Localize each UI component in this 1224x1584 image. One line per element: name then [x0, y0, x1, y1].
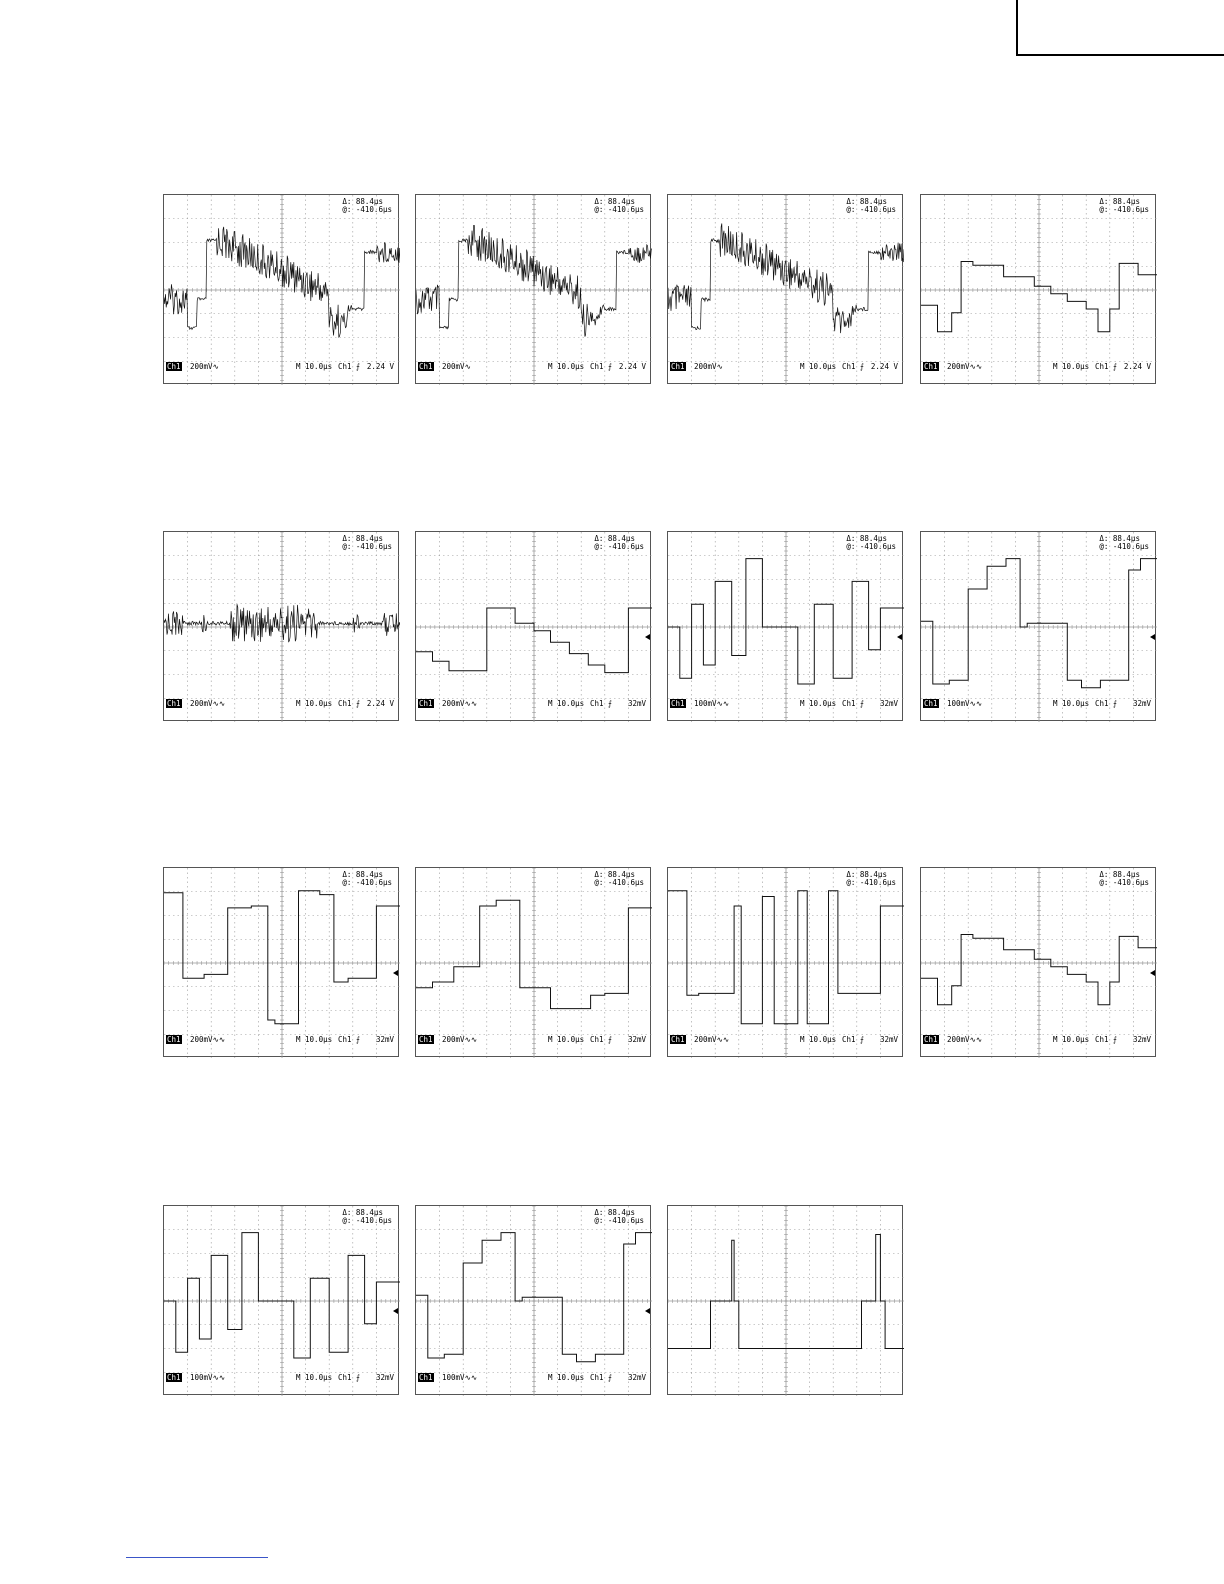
scope-panel-w1 — [163, 194, 399, 384]
scope-panel-w11 — [667, 867, 903, 1057]
trigger-source: Ch1 ⨍ — [590, 699, 612, 708]
timebase: M 10.0µs — [548, 699, 585, 708]
volts-per-div: 100mV∿∿ — [190, 1373, 226, 1382]
trigger-level: 32mV — [879, 699, 898, 708]
volts-per-div: 200mV∿ — [442, 362, 471, 371]
cursor-delta: Δ: 88.4µs — [1099, 870, 1140, 879]
waveform-trace — [416, 195, 652, 385]
timebase: M 10.0µs — [548, 362, 585, 371]
trigger-level: 2.24 V — [1123, 362, 1151, 371]
channel-label: Ch1 — [671, 699, 685, 708]
scope-panel-w13 — [163, 1205, 399, 1395]
timebase: M 10.0µs — [296, 1373, 333, 1382]
waveform-trace — [668, 868, 904, 1058]
scope-panel-w9 — [163, 867, 399, 1057]
trigger-level-marker-icon — [645, 1308, 650, 1314]
cursor-readout — [342, 871, 392, 887]
scope-panel-w15 — [667, 1205, 903, 1395]
scope-status-bar — [923, 1035, 1151, 1044]
cursor-readout — [342, 535, 392, 551]
waveform-trace — [921, 868, 1157, 1058]
channel-label: Ch1 — [924, 1035, 938, 1044]
timebase: M 10.0µs — [296, 1035, 333, 1044]
channel-label: Ch1 — [419, 1373, 433, 1382]
trigger-source: Ch1 ⨍ — [590, 1373, 612, 1382]
trigger-source: Ch1 ⨍ — [1095, 362, 1117, 371]
scope-status-bar — [418, 1373, 646, 1382]
trigger-level: 32mV — [627, 1035, 646, 1044]
timebase: M 10.0µs — [800, 699, 837, 708]
waveform-trace — [164, 195, 400, 385]
trigger-level: 32mV — [375, 1373, 394, 1382]
scope-status-bar — [670, 362, 898, 371]
cursor-readout — [846, 198, 896, 214]
scope-panel-w14 — [415, 1205, 651, 1395]
timebase: M 10.0µs — [548, 1373, 585, 1382]
cursor-delta: Δ: 88.4µs — [846, 534, 887, 543]
scope-panel-w2 — [415, 194, 651, 384]
trigger-level-marker-icon — [393, 970, 398, 976]
timebase: M 10.0µs — [296, 699, 333, 708]
cursor-position: @: -410.6µs — [1099, 542, 1149, 551]
waveform-trace — [668, 1206, 904, 1396]
scope-panel-w6 — [415, 531, 651, 721]
channel-label: Ch1 — [167, 1035, 181, 1044]
trigger-level: 2.24 V — [618, 362, 646, 371]
cursor-position: @: -410.6µs — [342, 1216, 392, 1225]
cursor-delta: Δ: 88.4µs — [342, 197, 383, 206]
cursor-delta: Δ: 88.4µs — [342, 870, 383, 879]
waveform-trace — [416, 868, 652, 1058]
volts-per-div: 200mV∿ — [190, 362, 219, 371]
volts-per-div: 100mV∿∿ — [442, 1373, 478, 1382]
scope-panel-w8 — [920, 531, 1156, 721]
cursor-position: @: -410.6µs — [846, 205, 896, 214]
cursor-delta: Δ: 88.4µs — [594, 534, 635, 543]
scope-status-bar — [166, 1373, 394, 1382]
waveform-trace — [921, 532, 1157, 722]
waveform-trace — [921, 195, 1157, 385]
trigger-source: Ch1 ⨍ — [338, 699, 360, 708]
cursor-readout — [594, 871, 644, 887]
scope-status-bar — [166, 699, 394, 708]
channel-label: Ch1 — [671, 362, 685, 371]
cursor-delta: Δ: 88.4µs — [342, 534, 383, 543]
volts-per-div: 200mV∿∿ — [190, 1035, 226, 1044]
scope-panel-w12 — [920, 867, 1156, 1057]
cursor-delta: Δ: 88.4µs — [1099, 534, 1140, 543]
volts-per-div: 100mV∿∿ — [694, 699, 730, 708]
trigger-source: Ch1 ⨍ — [842, 362, 864, 371]
bottom-rule — [126, 1557, 268, 1558]
timebase: M 10.0µs — [1053, 1035, 1090, 1044]
cursor-readout — [1099, 871, 1149, 887]
cursor-delta: Δ: 88.4µs — [594, 870, 635, 879]
trigger-source: Ch1 ⨍ — [1095, 1035, 1117, 1044]
trigger-source: Ch1 ⨍ — [1095, 699, 1117, 708]
scope-status-bar — [166, 362, 394, 371]
cursor-position: @: -410.6µs — [342, 878, 392, 887]
page-corner-box — [1016, 0, 1224, 56]
channel-label: Ch1 — [419, 1035, 433, 1044]
trigger-source: Ch1 ⨍ — [590, 362, 612, 371]
cursor-readout — [594, 198, 644, 214]
cursor-readout — [1099, 198, 1149, 214]
cursor-position: @: -410.6µs — [846, 542, 896, 551]
cursor-position: @: -410.6µs — [594, 1216, 644, 1225]
channel-label: Ch1 — [671, 1035, 685, 1044]
waveform-trace — [416, 532, 652, 722]
cursor-delta: Δ: 88.4µs — [1099, 197, 1140, 206]
cursor-readout — [846, 871, 896, 887]
volts-per-div: 200mV∿∿ — [694, 1035, 730, 1044]
volts-per-div: 200mV∿∿ — [442, 699, 478, 708]
cursor-position: @: -410.6µs — [342, 205, 392, 214]
trigger-source: Ch1 ⨍ — [338, 362, 360, 371]
trigger-level: 32mV — [627, 699, 646, 708]
timebase: M 10.0µs — [548, 1035, 585, 1044]
cursor-readout — [342, 1209, 392, 1225]
scope-status-bar — [418, 699, 646, 708]
scope-status-bar — [418, 1035, 646, 1044]
channel-label: Ch1 — [167, 1373, 181, 1382]
cursor-readout — [1099, 535, 1149, 551]
trigger-level-marker-icon — [645, 634, 650, 640]
volts-per-div: 200mV∿∿ — [190, 699, 226, 708]
volts-per-div: 200mV∿∿ — [947, 362, 983, 371]
trigger-source: Ch1 ⨍ — [338, 1373, 360, 1382]
channel-label: Ch1 — [924, 362, 938, 371]
cursor-readout — [594, 1209, 644, 1225]
cursor-position: @: -410.6µs — [594, 878, 644, 887]
waveform-trace — [668, 532, 904, 722]
waveform-trace — [164, 868, 400, 1058]
scope-panel-w10 — [415, 867, 651, 1057]
scope-panel-w4 — [920, 194, 1156, 384]
cursor-readout — [342, 198, 392, 214]
cursor-delta: Δ: 88.4µs — [594, 197, 635, 206]
scope-status-bar — [670, 1035, 898, 1044]
trigger-level: 2.24 V — [870, 362, 898, 371]
cursor-position: @: -410.6µs — [846, 878, 896, 887]
trigger-level: 2.24 V — [366, 362, 394, 371]
cursor-delta: Δ: 88.4µs — [342, 1208, 383, 1217]
trigger-level-marker-icon — [1150, 970, 1155, 976]
channel-label: Ch1 — [924, 699, 938, 708]
scope-status-bar — [670, 699, 898, 708]
cursor-delta: Δ: 88.4µs — [594, 1208, 635, 1217]
trigger-level: 2.24 V — [366, 699, 394, 708]
trigger-level: 32mV — [1132, 699, 1151, 708]
cursor-position: @: -410.6µs — [594, 205, 644, 214]
trigger-level: 32mV — [627, 1373, 646, 1382]
channel-label: Ch1 — [419, 362, 433, 371]
volts-per-div: 100mV∿∿ — [947, 699, 983, 708]
scope-status-bar — [418, 362, 646, 371]
waveform-trace — [668, 195, 904, 385]
trigger-source: Ch1 ⨍ — [842, 1035, 864, 1044]
volts-per-div: 200mV∿∿ — [442, 1035, 478, 1044]
cursor-position: @: -410.6µs — [1099, 878, 1149, 887]
timebase: M 10.0µs — [296, 362, 333, 371]
scope-status-bar — [923, 699, 1151, 708]
cursor-delta: Δ: 88.4µs — [846, 870, 887, 879]
waveform-trace — [164, 1206, 400, 1396]
channel-label: Ch1 — [419, 699, 433, 708]
scope-panel-w3 — [667, 194, 903, 384]
waveform-trace — [164, 532, 400, 722]
trigger-level-marker-icon — [1150, 634, 1155, 640]
trigger-source: Ch1 ⨍ — [590, 1035, 612, 1044]
cursor-position: @: -410.6µs — [1099, 205, 1149, 214]
timebase: M 10.0µs — [800, 1035, 837, 1044]
timebase: M 10.0µs — [1053, 362, 1090, 371]
trigger-level: 32mV — [879, 1035, 898, 1044]
scope-panel-w5 — [163, 531, 399, 721]
cursor-readout — [594, 535, 644, 551]
channel-label: Ch1 — [167, 362, 181, 371]
cursor-position: @: -410.6µs — [594, 542, 644, 551]
channel-label: Ch1 — [167, 699, 181, 708]
cursor-delta: Δ: 88.4µs — [846, 197, 887, 206]
scope-status-bar — [923, 362, 1151, 371]
waveform-trace — [416, 1206, 652, 1396]
volts-per-div: 200mV∿ — [694, 362, 723, 371]
timebase: M 10.0µs — [800, 362, 837, 371]
cursor-readout — [846, 535, 896, 551]
trigger-source: Ch1 ⨍ — [842, 699, 864, 708]
trigger-level: 32mV — [1132, 1035, 1151, 1044]
scope-status-bar — [166, 1035, 394, 1044]
trigger-level: 32mV — [375, 1035, 394, 1044]
scope-panel-w7 — [667, 531, 903, 721]
trigger-level-marker-icon — [393, 1308, 398, 1314]
cursor-position: @: -410.6µs — [342, 542, 392, 551]
volts-per-div: 200mV∿∿ — [947, 1035, 983, 1044]
timebase: M 10.0µs — [1053, 699, 1090, 708]
trigger-source: Ch1 ⨍ — [338, 1035, 360, 1044]
trigger-level-marker-icon — [897, 634, 902, 640]
